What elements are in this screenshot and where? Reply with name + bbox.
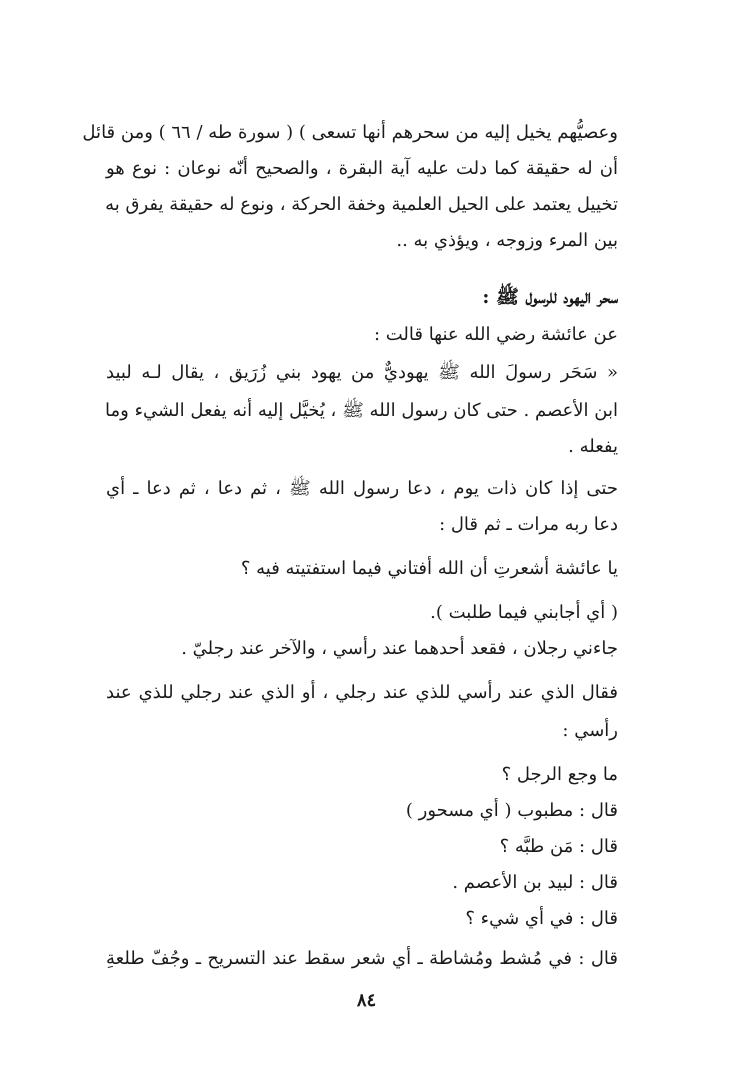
paragraph1-line3: تخييل يعتمد على الحيل العلمية وخفة الحركة ، ونوع له حقيقة يفرق به (105, 194, 618, 215)
paragraph1-line1: وعصيُّهم يخيل إليه من سحرهم أنها تسعى ) ( سورة طه / ٦٦ ) ومن قائل (82, 122, 618, 143)
dialogue-q2: قال : مَن طبَّه ؟ (499, 836, 618, 857)
section-heading: سحر اليهود للرسول ﷺ : (482, 286, 618, 308)
dialogue-q1: ما وجع الرجل ؟ (501, 764, 618, 785)
hadith-line8: جاءني رجلان ، فقعد أحدهما عند رأسي ، والآخر عند رجليّ . (181, 638, 618, 659)
hadith-line7: ( أي أجابني فيما طلبت ). (430, 602, 618, 623)
paragraph1-line2: أن له حقيقة كما دلت عليه آية البقرة ، والصحيح أنّه نوعان : نوع هو (106, 158, 618, 179)
hadith-line3: يفعله . (568, 436, 618, 457)
hadith-intro: عن عائشة رضي الله عنها قالت : (373, 324, 618, 345)
dialogue-a1: قال : مطبوب ( أي مسحور ) (405, 800, 618, 821)
hadith-line2: ابن الأعصم . حتى كان رسول الله ﷺ ، يُخيَّل إليه أنه يفعل الشيء وما (105, 400, 618, 421)
hadith-line6: يا عائشة أشعرتِ أن الله أفتاني فيما استفتيته فيه ؟ (240, 558, 618, 579)
dialogue-a2: قال : لبيد بن الأعصم . (452, 872, 618, 893)
dialogue-a3: قال : في مُشط ومُشاطة ـ أي شعر سقط عند التسريح ـ وجُفّ طلعةِ (106, 948, 618, 969)
hadith-line9: فقال الذي عند رأسي للذي عند رجلي ، أو الذي عند رجلي للذي عند (106, 682, 618, 703)
hadith-line10: رأسي : (562, 720, 618, 741)
dialogue-q3: قال : في أي شيء ؟ (465, 908, 618, 929)
hadith-line5: دعا ربه مرات ـ ثم قال : (439, 514, 618, 535)
page-number: ٨٤ (356, 990, 377, 1011)
hadith-line1: « سَحَر رسولَ الله ﷺ يهوديٌّ من يهود بني زُرَيق ، يقال لـه لبيد (106, 362, 618, 383)
hadith-line4: حتى إذا كان ذات يوم ، دعا رسول الله ﷺ ، ثم دعا ، ثم دعا ـ أي (106, 478, 618, 499)
paragraph1-line4: بين المرء وزوجه ، ويؤذي به .. (396, 230, 618, 251)
